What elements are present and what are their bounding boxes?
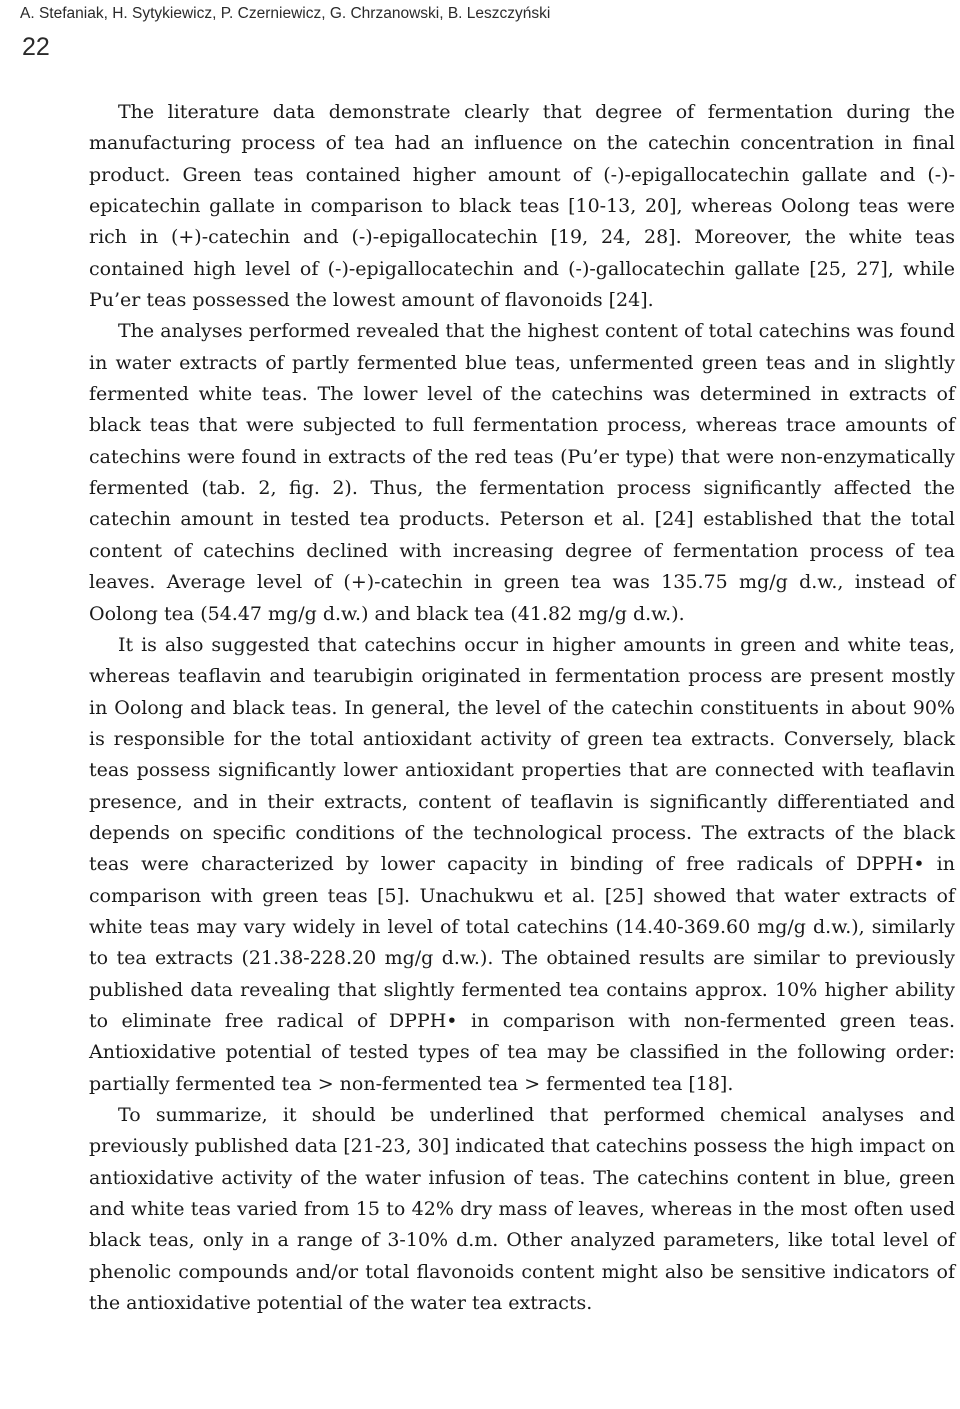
paragraph-fermentation-literature: The literature data demonstrate clearly that degree of fermentation during the manufacturing process of tea had an influence on the catechin concentration in final product. Green teas contained higher amount of (-)-epigallocatechin gallate and (-)-epicatechin gallate in comparison to black teas [10-13, 20], whereas Oolong teas were rich in (+)-catechin and (-)-epigallocatechin [19, 24, 28]. Moreover, the white teas contained high level of (-)-epigallocatechin and (-)-gallocatechin gallate [25, 27], while Pu’er teas possessed the lowest amount of flavonoids [24]. xyxy=(89,101,955,312)
paragraph-analyses-results: The analyses performed revealed that the highest content of total catechins was found in water extracts of partly fermented blue teas, unfermented green teas and in slightly fermented white teas. The lower level of the catechins was determined in extracts of black teas that were subjected to full fermentation process, whereas trace amounts of catechins were found in extracts of the red teas (Pu’er type) that were non-enzymatically fermented (tab. 2, fig. 2). Thus, the fermentation process significantly affected the catechin amount in tested tea products. Peterson et al. [24] established that the total content of catechins declined with increasing degree of fermentation process of tea leaves. Average level of (+)-catechin in green tea was 135.75 mg/g d.w., instead of Oolong tea (54.47 mg/g d.w.) and black tea (41.82 mg/g d.w.). xyxy=(89,320,955,625)
article-body xyxy=(89,97,955,1319)
paragraph-antioxidant-activity: It is also suggested that catechins occur in higher amounts in green and white teas, whereas teaflavin and tearubigin originated in fermentation process are present mostly in Oolong and black teas. In general, the level of the catechin constituents in about 90% is responsible for the total antioxidant activity of green tea extracts. Conversely, black teas possess significantly lower antioxidant properties that are connected with teaflavin presence, and in their extracts, content of teaflavin is significantly differentiated and depends on specific conditions of the technological process. The extracts of the black teas were characterized by lower capacity in binding of free radicals of DPPH• in comparison with green teas [5]. Unachukwu et al. [25] showed that water extracts of white teas may vary widely in level of total catechins (14.40-369.60 mg/g d.w.), similarly to tea extracts (21.38-228.20 mg/g d.w.). The obtained results are similar to previously published data revealing that slightly fermented tea contains approx. 10% higher ability to eliminate free radical of DPPH• in comparison with non-fermented green teas. Antioxidative potential of tested types of tea may be classified in the following order: partially fermented tea > non-fermented tea > fermented tea [18]. xyxy=(89,633,955,1095)
paragraph-summary: To summarize, it should be underlined that performed chemical analyses and previously published data [21-23, 30] indicated that catechins possess the high impact on antioxidative activity of the water infusion of teas. The catechins content in blue, green and white teas varied from 15 to 42% dry mass of leaves, whereas in the most often used black teas, only in a range of 3-10% d.m. Other analyzed parameters, like total level of phenolic compounds and/or total flavonoids content might also be sensitive indicators of the antioxidative potential of the water tea extracts. xyxy=(89,1104,955,1315)
running-head-authors: A. Stefaniak, H. Sytykiewicz, P. Czerniewicz, G. Chrzanowski, B. Leszczyński xyxy=(20,5,551,22)
page-number: 22 xyxy=(22,33,50,61)
